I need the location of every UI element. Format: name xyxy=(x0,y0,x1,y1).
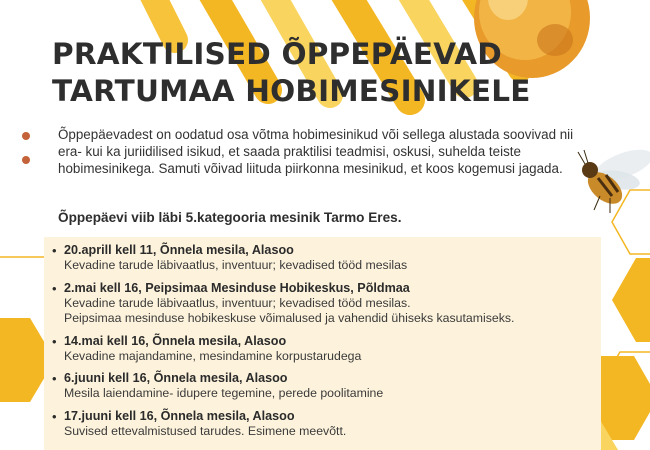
event-description: Mesila laiendamine- idupere tegemine, perede poolitamine xyxy=(64,386,384,400)
event-description: Suvised ettevalmistused tarudes. Esimene meevõtt. xyxy=(64,423,347,438)
event-description: Kevadine majandamine, mesindamine korpustarudega xyxy=(64,348,362,363)
schedule-list xyxy=(44,237,601,450)
title-line-1: PRAKTILISED ÕPPEPÄEVAD xyxy=(52,37,502,71)
list-item xyxy=(52,371,591,402)
event-description: Kevadine tarude läbivaatlus, inventuur; kevadised tööd mesilas. xyxy=(64,295,411,310)
event-description: Kevadine tarude läbivaatlus, inventuur; kevadised tööd mesilas xyxy=(64,258,408,272)
event-title: • 6.juuni kell 16, Õnnela mesila, Alasoo xyxy=(64,371,288,385)
dot-decoration xyxy=(22,156,30,164)
page-title xyxy=(52,36,531,110)
dot-decoration xyxy=(22,132,30,140)
title-line-2: TARTUMAA HOBIMESINIKELE xyxy=(52,74,531,108)
event-title: • 17.juuni kell 16, Õnnela mesila, Alasoo xyxy=(64,408,295,423)
lead-text: Õppepäevi viib läbi 5.kategooria mesinik Tarmo Eres. xyxy=(58,210,402,225)
event-title: • 2.mai kell 16, Peipsimaa Mesinduse Hobikeskus, Põldmaa xyxy=(64,280,410,295)
list-item xyxy=(52,409,591,440)
event-title: • 14.mai kell 16, Õnnela mesila, Alasoo xyxy=(64,333,287,348)
list-item xyxy=(52,281,591,327)
bee-icon xyxy=(578,143,650,213)
list-item xyxy=(52,243,591,274)
intro-paragraph: Õppepäevadest on oodatud osa võtma hobimesinikud või sellega alustada soovivad nii era- kui ka juriidilised isikud, et saada praktilisi teadmisi, oskusi, suhelda teiste hobimesinikega. Samuti võivad liituda piirkonna mesinikud, et koos kogemusi jagada. xyxy=(58,127,574,177)
event-title: • 20.aprill kell 11, Õnnela mesila, Alasoo xyxy=(64,243,294,257)
list-item xyxy=(52,334,591,365)
event-description: Peipsimaa mesinduse hobikeskuse võimalused ja vahendid ühiseks kasutamiseks. xyxy=(64,311,515,325)
